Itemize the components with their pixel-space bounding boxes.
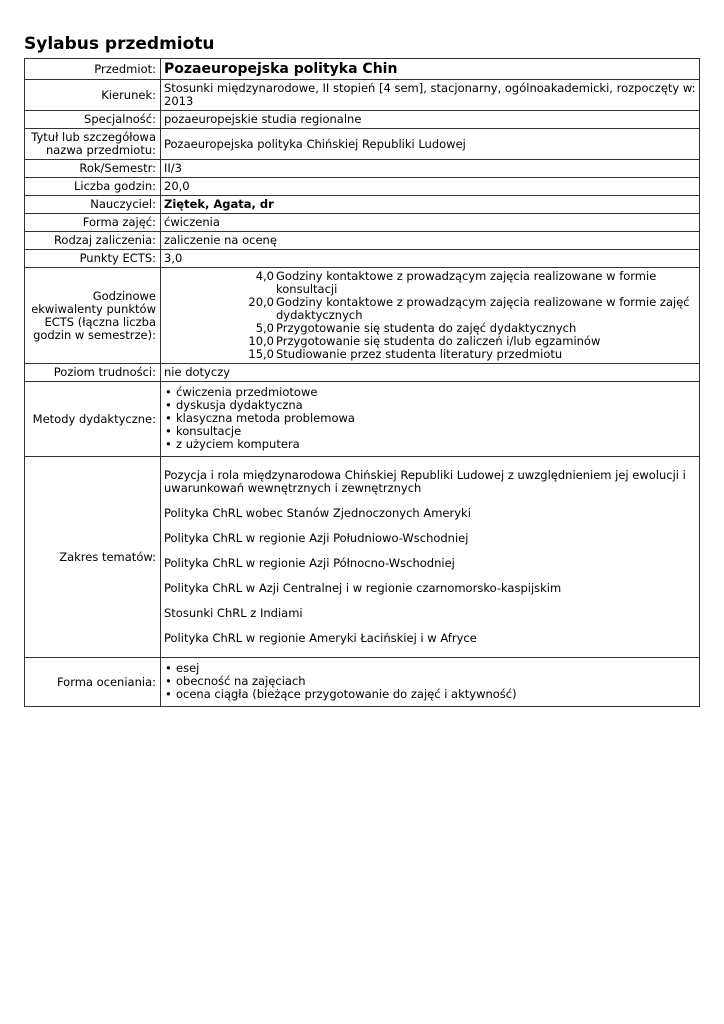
hours-value: 15,0 <box>248 347 274 361</box>
row-nauczyciel <box>25 196 700 214</box>
grading-list <box>164 662 696 701</box>
row-zaliczenie <box>25 232 700 250</box>
value-rok: II/3 <box>161 160 700 178</box>
list-item: • ocena ciągła (bieżące przygotowanie do zajęć i aktywność) <box>164 688 696 701</box>
row-zakres <box>25 457 700 658</box>
value-zaliczenie: zaliczenie na ocenę <box>161 232 700 250</box>
list-item: • konsultacje <box>164 425 696 438</box>
list-item: • ćwiczenia przedmiotowe <box>164 386 696 399</box>
row-rok <box>25 160 700 178</box>
label-metody: Metody dydaktyczne: <box>25 382 161 457</box>
topic-item: Polityka ChRL w regionie Azji Południowo-Wschodniej <box>164 531 469 545</box>
topic-item: Polityka ChRL w Azji Centralnej i w regionie czarnomorsko-kaspijskim <box>164 581 562 595</box>
hours-description: Godziny kontaktowe z prowadzącym zajęcia realizowane w formie konsultacji <box>276 269 657 296</box>
topic-item: Polityka ChRL w regionie Azji Północno-Wschodniej <box>164 556 455 570</box>
label-tytul: Tytuł lub szczegółowa nazwa przedmiotu: <box>25 129 161 160</box>
label-poziom: Poziom trudności: <box>25 364 161 382</box>
hours-item <box>164 296 696 322</box>
topic-item: Pozycja i rola międzynarodowa Chińskiej Republiki Ludowej z uwzględnieniem jej ewolucji i uwarunkowań wewnętrznych i zewnętrznych <box>164 468 686 495</box>
methods-list <box>164 386 696 451</box>
label-ocenianie: Forma oceniania: <box>25 658 161 707</box>
syllabus-table <box>24 58 700 707</box>
hours-value: 4,0 <box>255 269 274 283</box>
hours-description: Studiowanie przez studenta literatury przedmiotu <box>276 347 563 361</box>
hours-value: 5,0 <box>255 321 274 335</box>
row-forma <box>25 214 700 232</box>
row-godziny <box>25 178 700 196</box>
list-item: • klasyczna metoda problemowa <box>164 412 696 425</box>
row-przedmiot <box>25 59 700 80</box>
value-tytul: Pozaeuropejska polityka Chińskiej Republiki Ludowej <box>161 129 700 160</box>
list-item: • dyskusja dydaktyczna <box>164 399 696 412</box>
topic-item: Stosunki ChRL z Indiami <box>164 606 303 620</box>
list-item: • obecność na zajęciach <box>164 675 696 688</box>
value-godziny: 20,0 <box>161 178 700 196</box>
value-kierunek: Stosunki międzynarodowe, II stopień [4 sem], stacjonarny, ogólnoakademicki, rozpoczęty w: 2013 <box>161 80 700 111</box>
list-item: • esej <box>164 662 696 675</box>
row-kierunek <box>25 80 700 111</box>
hours-value: 10,0 <box>248 334 274 348</box>
value-nauczyciel: Ziętek, Agata, dr <box>161 196 700 214</box>
value-ekwiwalenty <box>161 268 700 364</box>
label-kierunek: Kierunek: <box>25 80 161 111</box>
row-ekwiwalenty <box>25 268 700 364</box>
value-forma: ćwiczenia <box>161 214 700 232</box>
hours-value: 20,0 <box>248 295 274 309</box>
topic-item: Polityka ChRL wobec Stanów Zjednoczonych Ameryki <box>164 506 471 520</box>
label-ekwiwalenty: Godzinowe ekwiwalenty punktów ECTS (łączna liczba godzin w semestrze): <box>25 268 161 364</box>
hours-item <box>164 270 696 296</box>
row-poziom <box>25 364 700 382</box>
value-zakres <box>161 457 700 658</box>
label-nauczyciel: Nauczyciel: <box>25 196 161 214</box>
value-poziom: nie dotyczy <box>161 364 700 382</box>
label-specjalnosc: Specjalność: <box>25 111 161 129</box>
label-ects: Punkty ECTS: <box>25 250 161 268</box>
page-title: Sylabus przedmiotu <box>24 34 215 54</box>
hours-description: Godziny kontaktowe z prowadzącym zajęcia realizowane w formie zajęć dydaktycznych <box>276 295 690 322</box>
row-tytul <box>25 129 700 160</box>
label-przedmiot: Przedmiot: <box>25 59 161 80</box>
hours-description: Przygotowanie się studenta do zaliczeń i/lub egzaminów <box>276 334 601 348</box>
row-metody <box>25 382 700 457</box>
value-ocenianie <box>161 658 700 707</box>
row-specjalnosc <box>25 111 700 129</box>
value-przedmiot: Pozaeuropejska polityka Chin <box>161 59 700 80</box>
value-metody <box>161 382 700 457</box>
label-rok: Rok/Semestr: <box>25 160 161 178</box>
label-zakres: Zakres tematów: <box>25 457 161 658</box>
label-forma: Forma zajęć: <box>25 214 161 232</box>
value-ects: 3,0 <box>161 250 700 268</box>
row-ects <box>25 250 700 268</box>
value-specjalnosc: pozaeuropejskie studia regionalne <box>161 111 700 129</box>
hours-description: Przygotowanie się studenta do zajęć dydaktycznych <box>276 321 577 335</box>
label-godziny: Liczba godzin: <box>25 178 161 196</box>
list-item: • z użyciem komputera <box>164 438 696 451</box>
label-zaliczenie: Rodzaj zaliczenia: <box>25 232 161 250</box>
hours-item <box>164 348 696 361</box>
topic-item: Polityka ChRL w regionie Ameryki Łacińskiej i w Afryce <box>164 631 477 645</box>
row-ocenianie <box>25 658 700 707</box>
